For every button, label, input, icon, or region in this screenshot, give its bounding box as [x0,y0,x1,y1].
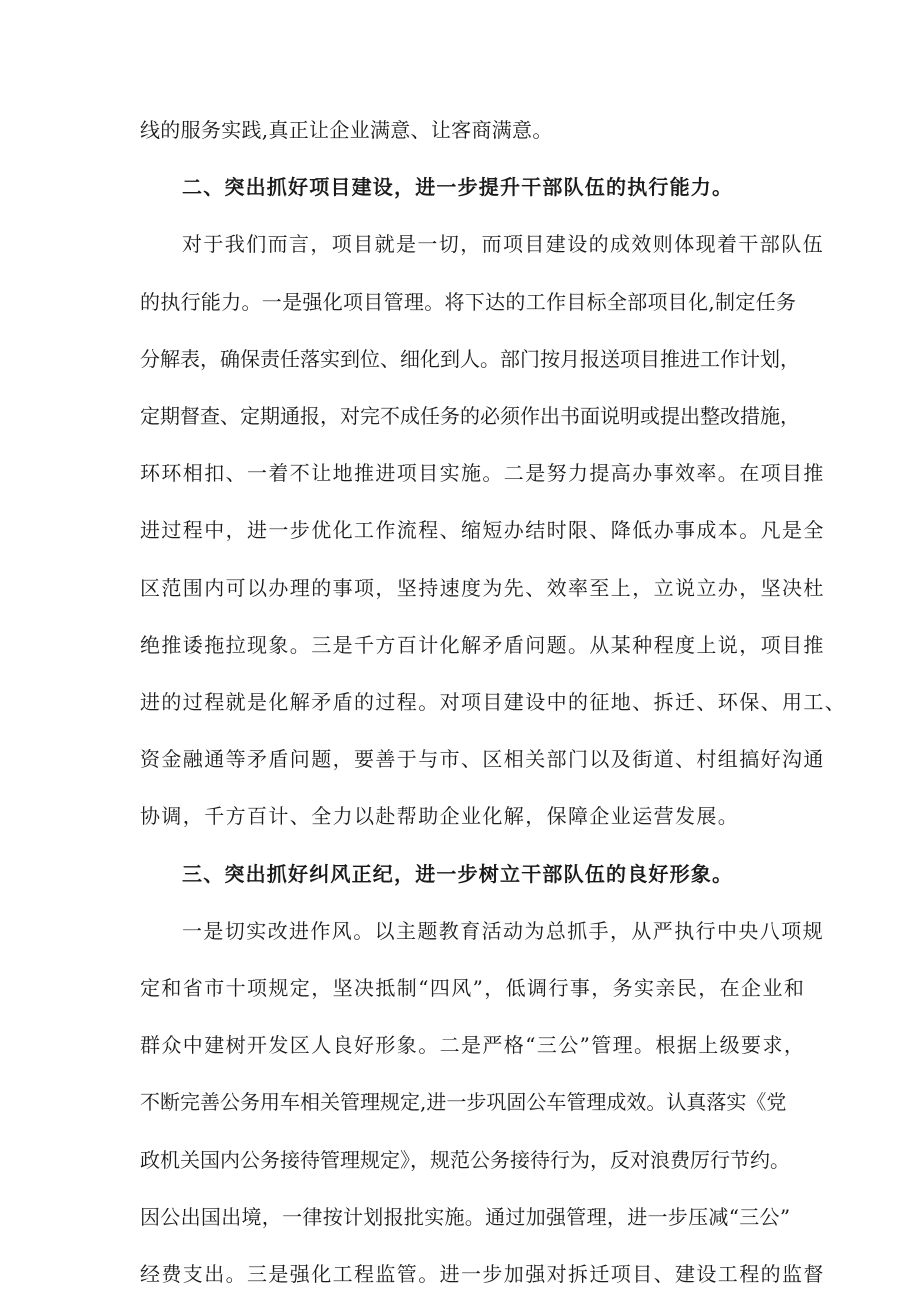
paragraph-line-21: 经费支出。三是强化工程监管。进一步加强对拆迁项目、建设工程的监督 [140,1262,825,1286]
paragraph-line-8: 进过程中，进一步优化工作流程、缩短办结时限、降低办事成本。凡是全 [140,518,825,542]
paragraph-line-4: 的执行能力。一是强化项目管理。将下达的工作目标全部项目化,制定任务 [140,290,797,314]
paragraph-line-3: 对于我们而言，项目就是一切，而项目建设的成效则体现着干部队伍 [182,232,824,256]
paragraph-line-15: 一是切实改进作风。以主题教育活动为总抓手，从严执行中央八项规 [182,919,824,943]
paragraph-line-20: 因公出国出境，一律按计划报批实施。通过加强管理，进一步压减“三公” [140,1205,791,1229]
paragraph-line-11: 进的过程就是化解矛盾的过程。对项目建设中的征地、拆迁、环保、用工、 [140,690,847,714]
paragraph-line-13: 协调，千方百计、全力以赴帮助企业化解，保障企业运营发展。 [140,804,740,828]
paragraph-line-5: 分解表，确保责任落实到位、细化到人。部门按月报送项目推进工作计划， [140,347,800,371]
paragraph-line-7: 环环相扣、一着不让地推进项目实施。二是努力提高办事效率。在项目推 [140,461,825,485]
paragraph-line-12: 资金融通等矛盾问题，要善于与市、区相关部门以及街道、村组搞好沟通 [140,747,825,771]
paragraph-line-18: 不断完善公务用车相关管理规定,进一步巩固公车管理成效。认真落实《党 [140,1090,787,1114]
paragraph-line-1: 线的服务实践,真正让企业满意、让客商满意。 [140,118,553,142]
paragraph-line-16: 定和省市十项规定，坚决抵制“四风”，低调行事，务实亲民，在企业和 [140,976,806,1000]
paragraph-line-10: 绝推诿拖拉现象。三是千方百计化解矛盾问题。从某种程度上说，项目推 [140,633,825,657]
paragraph-line-6: 定期督查、定期通报，对完不成任务的必须作出书面说明或提出整改措施， [140,404,800,428]
paragraph-line-17: 群众中建树开发区人良好形象。二是严格“三公”管理。根据上级要求， [140,1033,806,1057]
section-heading-2: 二、突出抓好项目建设，进一步提升干部队伍的执行能力。 [182,175,734,199]
section-heading-3: 三、突出抓好纠风正纪，进一步树立干部队伍的良好形象。 [182,862,734,886]
paragraph-line-9: 区范围内可以办理的事项，坚持速度为先、效率至上，立说立办，坚决杜 [140,576,825,600]
paragraph-line-19: 政机关国内公务接待管理规定》，规范公务接待行为，反对浪费厉行节约。 [140,1148,790,1172]
